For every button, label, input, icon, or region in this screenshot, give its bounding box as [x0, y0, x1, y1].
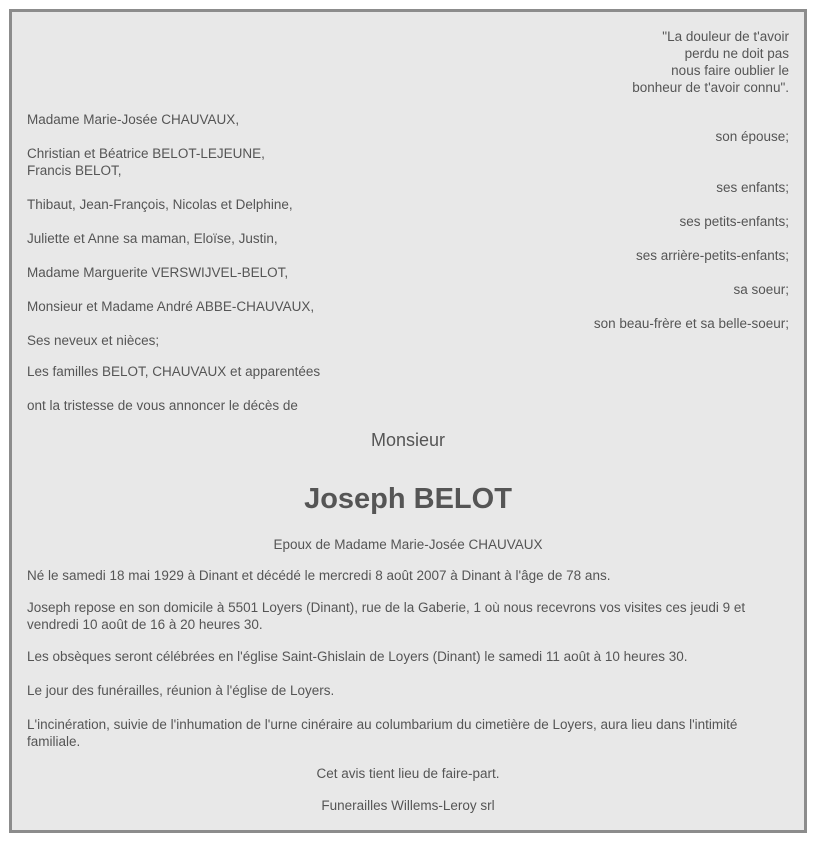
spouse-name: Madame Marie-Josée CHAUVAUX, — [27, 112, 240, 127]
funeral-paragraph: Les obsèques seront célébrées en l'église Saint-Ghislain de Loyers (Dinant) le samedi 11 août à 10 heures 30. — [27, 649, 688, 664]
quote-line: bonheur de t'avoir connu". — [632, 80, 789, 95]
obituary-frame — [9, 9, 807, 833]
quote-line: "La douleur de t'avoir — [662, 29, 789, 44]
grandchildren-role: ses petits-enfants; — [679, 214, 789, 229]
sister-name: Madame Marguerite VERSWIJVEL-BELOT, — [27, 265, 289, 280]
children-line-2: Francis BELOT, — [27, 163, 122, 178]
quote-line: perdu ne doit pas — [684, 46, 789, 61]
great-grandchildren-names: Juliette et Anne sa maman, Eloïse, Justin, — [27, 231, 278, 246]
families-line: Les familles BELOT, CHAUVAUX et apparentées — [27, 364, 321, 379]
gathering-line: Le jour des funérailles, réunion à l'église de Loyers. — [27, 683, 335, 698]
deceased-title: Monsieur — [370, 430, 446, 450]
deceased-spouse-line: Epoux de Madame Marie-Josée CHAUVAUX — [273, 537, 543, 552]
obituary-content — [27, 28, 789, 814]
notice-line: Cet avis tient lieu de faire-part. — [316, 766, 500, 781]
announcement-line: ont la tristesse de vous annoncer le décès de — [27, 398, 298, 413]
grandchildren-names: Thibaut, Jean-François, Nicolas et Delphine, — [27, 197, 293, 212]
cremation-paragraph: L'incinération, suivie de l'inhumation de l'urne cinéraire au columbarium du cimetière de Loyers, aura lieu dans l'intimité familiale. — [27, 717, 738, 749]
in-laws-names: Monsieur et Madame André ABBE-CHAUVAUX, — [27, 299, 315, 314]
quote-line: nous faire oublier le — [671, 63, 789, 78]
epigraph-quote — [27, 28, 789, 96]
children-role: ses enfants; — [716, 180, 789, 195]
sister-role: sa soeur; — [733, 282, 789, 297]
children-line-1: Christian et Béatrice BELOT-LEJEUNE, — [27, 146, 265, 161]
spouse-role: son épouse; — [715, 129, 789, 144]
birth-death-line: Né le samedi 18 mai 1929 à Dinant et décédé le mercredi 8 août 2007 à Dinant à l'âge de 78 ans. — [27, 568, 611, 583]
in-laws-role: son beau-frère et sa belle-soeur; — [593, 316, 789, 331]
nephews-line: Ses neveux et nièces; — [27, 333, 160, 348]
deceased-name: Joseph BELOT — [304, 483, 512, 515]
funeral-home-line: Funerailles Willems-Leroy srl — [321, 798, 495, 813]
repose-paragraph: Joseph repose en son domicile à 5501 Loyers (Dinant), rue de la Gaberie, 1 où nous recevrons vos visites ces jeudi 9 et vendredi 10 août de 16 à 20 heures 30. — [27, 600, 746, 632]
great-grandchildren-role: ses arrière-petits-enfants; — [635, 248, 789, 263]
